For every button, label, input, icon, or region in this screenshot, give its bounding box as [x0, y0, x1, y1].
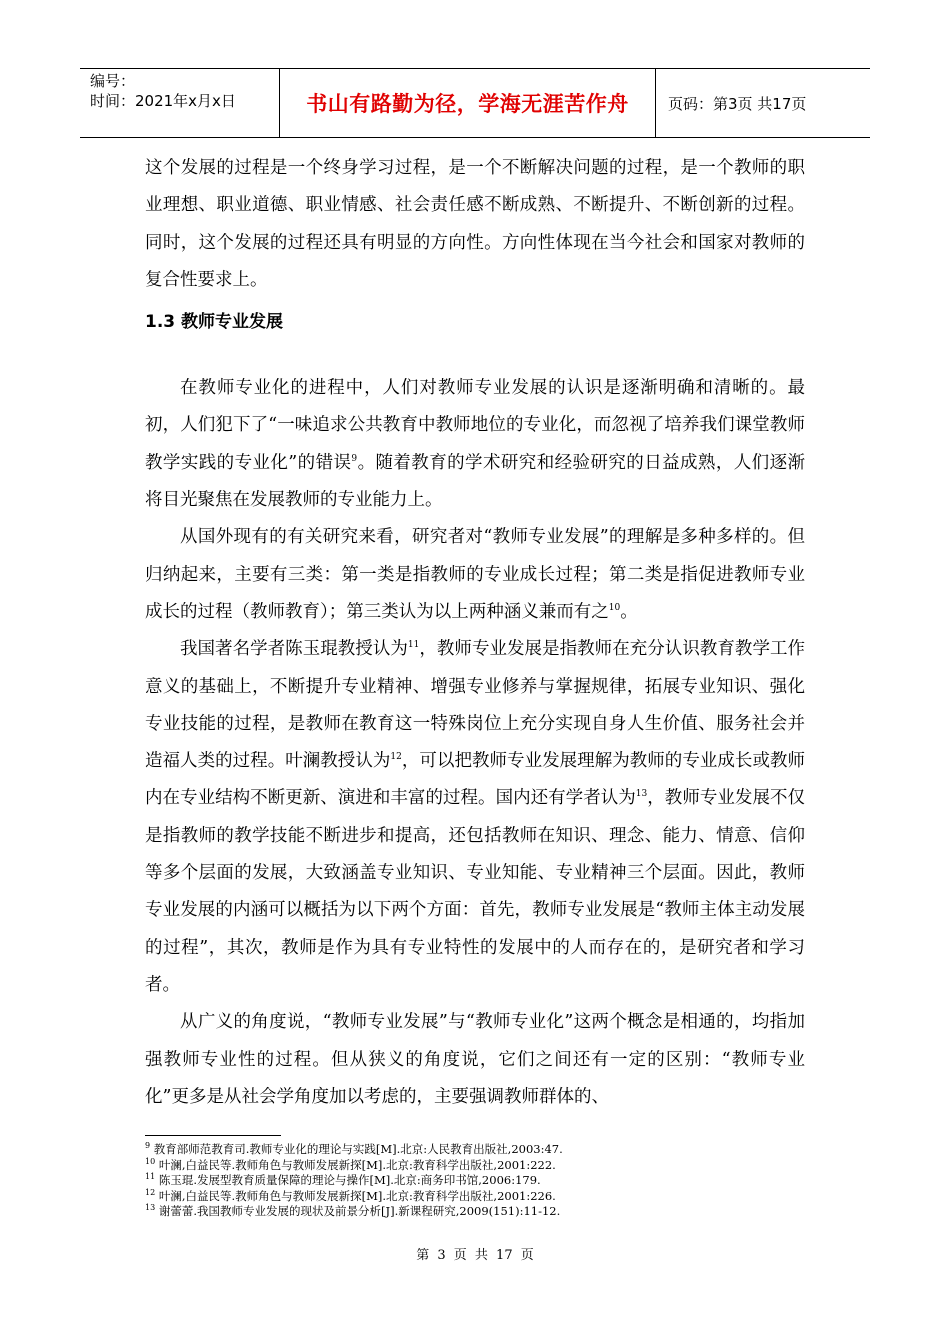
paragraph-text: ，教师专业发展是指教师在充分认识教育教学工作意义的基础上，不断提升专业精神、增强专业修养与掌握规律，拓展专业知识、强化专业技能的过程，是教师在教育这一特殊岗位上充分实现自身人生价值、服务社会并造福人类的过程。叶澜教授认为: [145, 639, 806, 772]
footnote-ref[interactable]: 9: [351, 453, 358, 464]
paragraph: [145, 631, 805, 1004]
footnote-ref[interactable]: 13: [635, 789, 648, 800]
footnote-text: 谢蕾蕾.我国教师专业发展的现状及前景分析[J].新课程研究,2009(151):11-12.: [158, 1204, 561, 1218]
footnote-ref[interactable]: 10: [608, 603, 621, 614]
page-footer: 第 3 页 共 17 页: [416, 1248, 534, 1263]
paragraph-text: 在教师专业化的进程中，人们对教师专业发展的认识是逐渐明确和清晰的。最初，人们犯下了“一味追求公共教育中教师地位的专业化，而忽视了培养我们课堂教师教学实践的专业化”的错误: [145, 378, 805, 473]
paragraph: 这个发展的过程是一个终身学习过程，是一个不断解决问题的过程，是一个教师的职业理想、职业道德、职业情感、社会责任感不断成熟、不断提升、不断创新的过程。同时，这个发展的过程还具有明显的方向性。方向性体现在当今社会和国家对教师的复合性要求上。: [145, 158, 805, 290]
footnote-ref[interactable]: 11: [407, 640, 420, 651]
paragraph: [145, 370, 805, 519]
page-header: [80, 68, 870, 138]
document-date: 时间：2021年x月x日: [90, 92, 236, 110]
paragraph: [145, 519, 805, 631]
paragraph-text: ，可以把教师专业发展理解为教师的专业成长或教师内在专业结构不断更新、演进和丰富的过程。国内还有学者认为: [145, 751, 806, 809]
section-heading: 1.3 教师专业发展: [145, 312, 284, 333]
footnote-text: 叶澜,白益民等.教师角色与教师发展新探[M].北京:教育科学出版社,2001:226.: [158, 1188, 556, 1203]
footnote-item: [145, 1158, 825, 1174]
paragraph-text: 。: [620, 601, 638, 622]
footnote-number: 9: [145, 1141, 151, 1151]
paragraph-text: 。随着教育的学术研究和经验研究的日益成熟，人们逐渐将目光聚焦在发展教师的专业能力上。: [145, 452, 806, 511]
paragraph-text: 我国著名学者陈玉琨教授认为: [180, 639, 408, 660]
paragraph-text: 从国外现有的有关研究来看，研究者对“教师专业发展”的理解是多种多样的。但归纳起来，主要有三类：第一类是指教师的专业成长过程；第二类是指促进教师专业成长的过程（教师教育）；第三类认为以上两种涵义兼而有之: [145, 527, 805, 622]
footnote-number: 13: [145, 1203, 156, 1213]
footnote-text: 教育部师范教育司.教师专业化的理论与实践[M].北京:人民教育出版社,2003:47.: [153, 1142, 563, 1156]
paragraph: 从广义的角度说，“教师专业发展”与“教师专业化”这两个概念是相通的，均指加强教师专业性的过程。但从狭义的角度说，它们之间还有一定的区别：“教师专业化”更多是从社会学角度加以考虑的，主要强调教师群体的、: [145, 1012, 805, 1107]
header-page-info: 页码：第3页 共17页: [668, 94, 807, 113]
header-meta-cell: [80, 69, 280, 137]
footnote-ref[interactable]: 12: [390, 752, 402, 763]
paragraph-text: ，教师专业发展不仅是指教师的教学技能不断进步和提高，还包括教师在知识、理念、能力、情意、信仰等多个层面的发展，大致涵盖专业知识、专业知能、专业精神三个层面。因此，教师专业发展的内涵可以概括为以下两个方面：首先，教师专业发展是“教师主体主动发展的过程”，其次，教师是作为具有专业特性的发展中的人而存在的，是研究者和学习者。: [145, 788, 806, 995]
header-motto: 书山有路勤为径，学海无涯苦作舟: [280, 69, 656, 137]
document-body: [145, 150, 805, 1116]
footnote-separator: [145, 1135, 281, 1136]
footnote-item: [145, 1189, 825, 1205]
document-number-label: 编号：: [90, 72, 136, 90]
footnotes: [145, 1142, 825, 1220]
footnote-text: 叶澜,白益民等.教师角色与教师发展新探[M].北京:教育科学出版社,2001:222.: [158, 1157, 556, 1172]
footnote-item: [145, 1173, 825, 1189]
footnote-number: 12: [145, 1187, 156, 1197]
footnote-number: 11: [145, 1172, 156, 1182]
footnote-item: [145, 1142, 825, 1158]
footnote-item: [145, 1204, 825, 1220]
footnote-number: 10: [145, 1156, 156, 1166]
footnote-text: 陈玉琨.发展型教育质量保障的理论与操作[M].北京:商务印书馆,2006:179.: [158, 1173, 541, 1187]
